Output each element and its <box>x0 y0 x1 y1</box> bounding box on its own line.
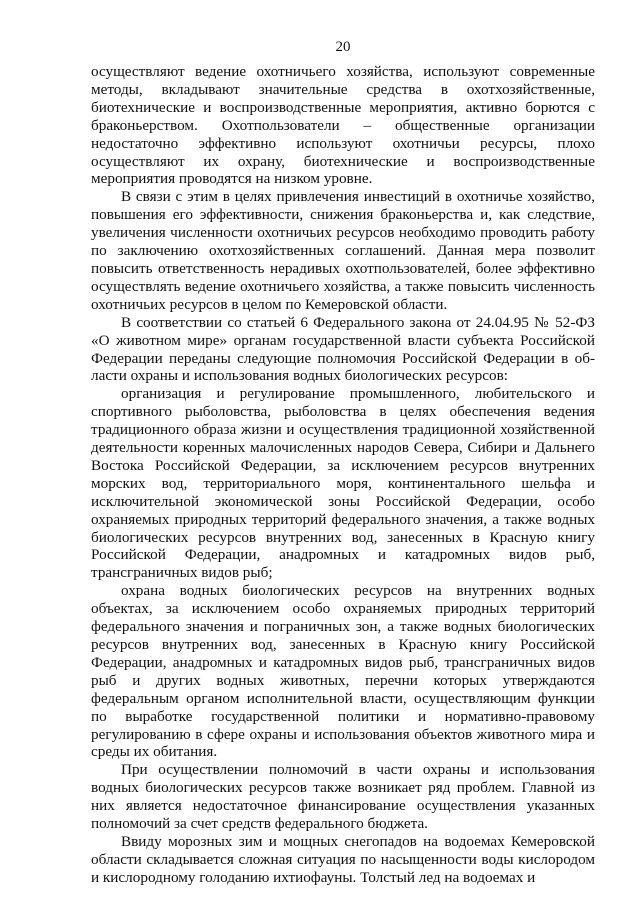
paragraph-hunting-users: осуществляют ведение охотничьего хозяйства, используют современные методы, вкладывают значительные средства в охотхозяйственные, биотехнические и воспроизводственные мероприятия, активно борются с браконьерством. Охотпользователи – общественные организации недостаточно эффективно используют охотничьи ресурсы, плохо осуществляют их охрану, биотехнические и воспроизводственные мероприятия проводятся на низком уровне. <box>91 63 595 188</box>
paragraph-hunting-agreements: В связи с этим в целях привлечения инвестиций в охотничье хозяйство, повышения его эффективности, снижения браконьерства и, как следствие, увеличения численности охотничьих ресурсов необходимо проводить работу по заключению охотхозяйственных соглашений. Данная мера позволит повысить ответственность нерадивых охотпользователей, более эффективно осуществлять ведение охотничьего хозяйства, а также повысить численность охотничьих ресурсов в целом по Кемеровской области. <box>91 188 595 313</box>
page-number: 20 <box>335 39 351 55</box>
document-body <box>91 63 595 887</box>
list-item-fishing-regulation: организация и регулирование промышленного, любительского и спортивного рыболовства, рыболовства в целях обеспечения ведения традиционного образа жизни и осуществления традиционной хозяйственной деятельности коренных малочисленных народов Севера, Сибири и Дальнего Востока Российской Федерации, за исключением ресурсов внутренних морских вод, территориального моря, континентального шельфа и исключительной экономической зоны Российской Федерации, особо охраняемых природных территорий федерального значения, а также водных биологических ресурсов внутренних вод, занесенных в Красную книгу Российской Федерации, анадромных и катадромных видов рыб, трансграничных видов рыб; <box>91 385 595 582</box>
paragraph-winter-conditions: Ввиду морозных зим и мощных снегопадов на водоемах Кемеровской области складывается сложная ситуация по насыщенности воды кислородом и кислородному голоданию ихтиофауны. Толстый лед на водоемах и <box>91 832 595 886</box>
paragraph-federal-law: В соответствии со статьей 6 Федерального закона от 24.04.95 № 52-ФЗ «О животном мире» органам государственной власти субъекта Российской Федерации переданы следующие полномочия Российской Федерации в области охраны и использования водных биологических ресурсов: <box>91 313 595 385</box>
paragraph-funding-problems: При осуществлении полномочий в части охраны и использования водных биологических ресурсов также возникает ряд проблем. Главной из них является недостаточное финансирование осуществления указанных полномочий за счет средств федерального бюджета. <box>91 761 595 833</box>
list-item-aquatic-protection: охрана водных биологических ресурсов на внутренних водных объектах, за исключением особо охраняемых природных территорий федерального значения и пограничных зон, а также водных биологических ресурсов внутренних вод, занесенных в Красную книгу Российской Федерации, анадромных и катадромных видов рыб, трансграничных видов рыб и других водных животных, перечни которых утверждаются федеральным органом исполнительной власти, осуществляющим функции по выработке государственной политики и нормативно-правовому регулированию в сфере охраны и использования объектов животного мира и среды их обитания. <box>91 582 595 761</box>
